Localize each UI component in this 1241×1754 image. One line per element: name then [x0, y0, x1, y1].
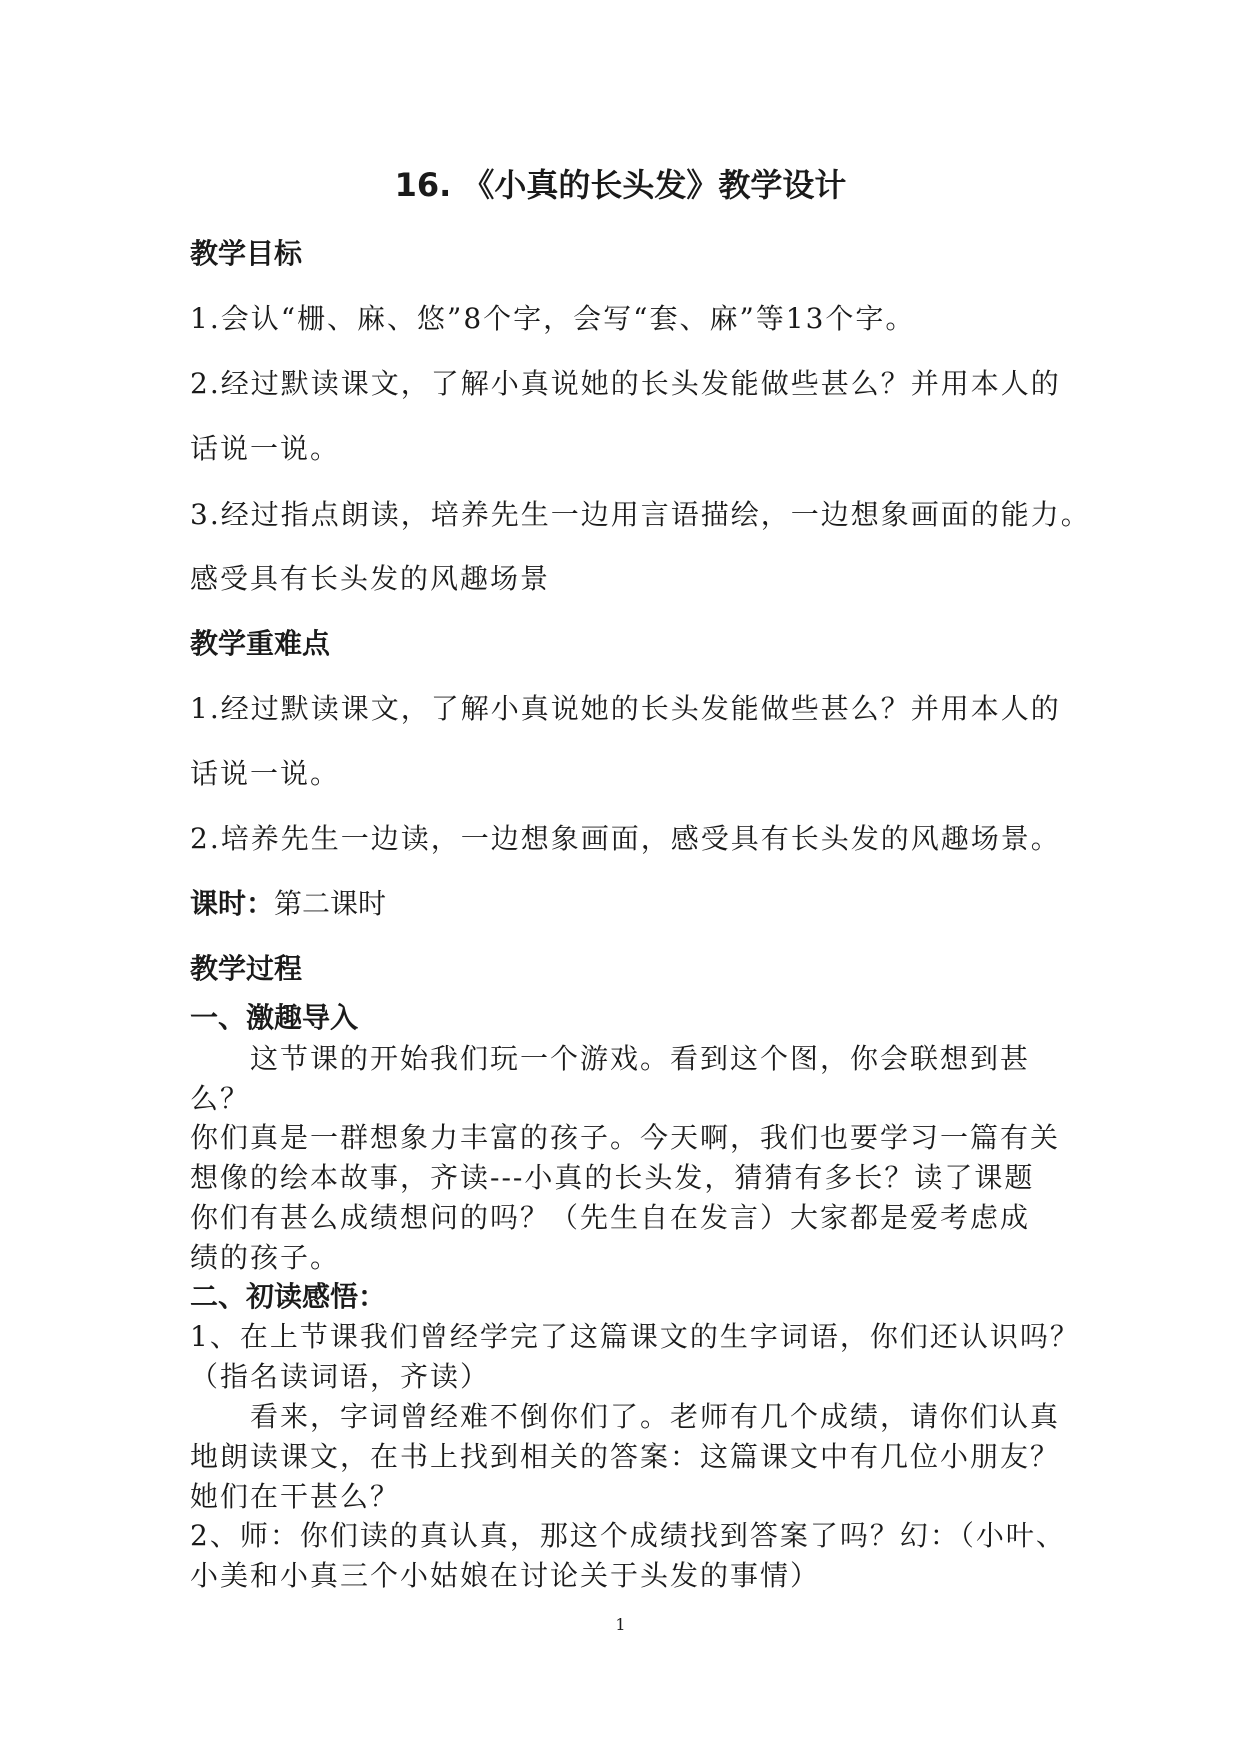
process-line: 绩的孩子。: [190, 1241, 341, 1274]
process-line: 么？: [190, 1082, 251, 1115]
process-line: 1、在上节课我们曾经学完了这篇课文的生字词语，你们还认识吗？: [190, 1320, 1080, 1353]
objective-line: 感受具有长头发的风趣场景: [190, 562, 551, 595]
process-line: 她们在干甚么？: [190, 1480, 401, 1513]
heading-section-1: 一、激趣导入: [190, 1001, 359, 1034]
process-line: 看来，字词曾经难不倒你们了。老师有几个成绩，请你们认真: [190, 1400, 1061, 1433]
period-label: 课时：: [190, 887, 275, 920]
process-line: 小美和小真三个小姑娘在讨论关于头发的事情）: [190, 1559, 821, 1592]
objective-line: 3.经过指点朗读，培养先生一边用言语描绘，一边想象画面的能力。: [190, 498, 1091, 531]
objective-line: 话说一说。: [190, 432, 341, 465]
heading-key-points: 教学重难点: [190, 627, 331, 660]
process-line: 这节课的开始我们玩一个游戏。看到这个图，你会联想到甚: [190, 1042, 1031, 1075]
process-line: （指名读词语，齐读）: [190, 1360, 491, 1393]
key-point-line: 1.经过默读课文，了解小真说她的长头发能做些甚么？并用本人的: [190, 692, 1061, 725]
process-line: 2、师：你们读的真认真，那这个成绩找到答案了吗？幻：（小叶、: [190, 1519, 1066, 1552]
objective-line: 1.会认“栅、麻、悠”8个字，会写“套、麻”等13个字。: [190, 302, 916, 335]
period-value: 第二课时: [274, 887, 387, 920]
process-line: 你们有甚么成绩想问的吗？（先生自在发言）大家都是爱考虑成: [190, 1201, 1031, 1234]
process-line: 想像的绘本故事，齐读---小真的长头发，猜猜有多长？读了课题: [190, 1161, 1035, 1194]
key-point-line: 2.培养先生一边读，一边想象画面，感受具有长头发的风趣场景。: [190, 822, 1061, 855]
period-line: [190, 882, 386, 922]
key-point-line: 话说一说。: [190, 757, 341, 790]
heading-section-2: 二、初读感悟：: [190, 1280, 387, 1313]
process-line: 地朗读课文，在书上找到相关的答案：这篇课文中有几位小朋友？: [190, 1440, 1061, 1473]
objective-line: 2.经过默读课文，了解小真说她的长头发能做些甚么？并用本人的: [190, 367, 1061, 400]
document-title: 16. 《小真的长头发》教学设计: [394, 166, 847, 204]
page-number: 1: [615, 1615, 626, 1634]
process-line: 你们真是一群想象力丰富的孩子。今天啊，我们也要学习一篇有关: [190, 1121, 1061, 1154]
heading-process: 教学过程: [190, 952, 303, 985]
heading-objectives: 教学目标: [190, 237, 303, 270]
